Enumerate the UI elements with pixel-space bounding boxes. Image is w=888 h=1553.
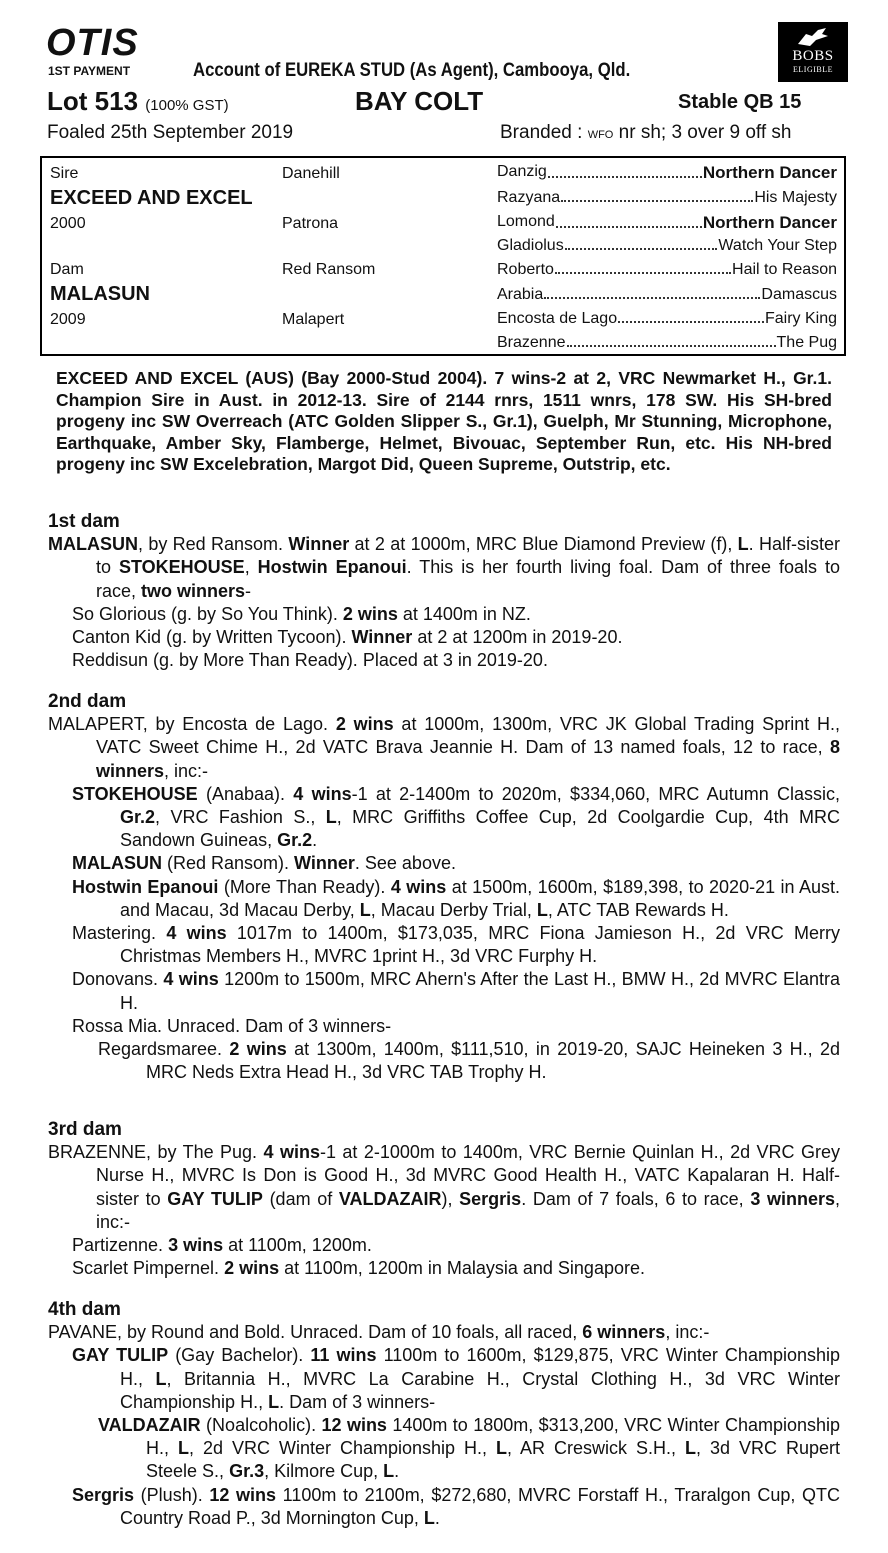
account-line: Account of EUREKA STUD (As Agent), Cambooya, Qld. <box>193 60 631 81</box>
sire-summary: EXCEED AND EXCEL (AUS) (Bay 2000-Stud 2004). 7 wins-2 at 2, VRC Newmarket H., Gr.1. Champion Sire in Aust. in 2012-13. Sire of 2144 rnrs, 1511 wnrs, 178 SW. His SH-bred progeny inc SW Overreach (ATC Golden Slipper S., Gr.1), Guelph, Mr Stunning, Microphone, Earthquake, Amber Sky, Flamberge, Helmet, Bivouac, September Run, etc. His NH-bred progeny inc SW Excelebration, Margot Did, Queen Supreme, Outstrip, etc. <box>56 368 832 474</box>
pedigree-ancestor: Encosta de Lago Fairy King <box>497 310 837 327</box>
second-dam-section: 2nd dam MALAPERT, by Encosta de Lago. 2 wins at 1000m, 1300m, VRC JK Global Trading Sprint H., VATC Sweet Chime H., 2d VATC Brava Jeannie H. Dam of 13 named foals, 12 to race, 8 winners, inc:- STOKEHOUSE (Anabaa). 4 wins-1 at 2-1400m to 2020m, $334,060, MRC Autumn Classic, Gr.2, VRC Fashion S., L, MRC Griffiths Coffee Cup, 2d Coolgardie Cup, 4th MRC Sandown Guineas, Gr.2. MALASUN (Red Ransom). Winner. See above. Hostwin Epanoui (More Than Ready). 4 wins at 1500m, 1600m, $189,398, to 2020-21 in Aust. and Macau, 3d Macau Derby, L, Macau Derby Trial, L, ATC TAB Rewards H. Mastering. 4 wins 1017m to 1400m, $173,035, MRC Fiona Jamieson H., 2d VRC Merry Christmas Members H., MVRC 1print H., 3d VRC Furphy H. Donovans. 4 wins 1200m to 1500m, MRC Ahern's After the Last H., BMW H., 2d MVRC Elantra H. Rossa Mia. Unraced. Dam of 3 winners- Regardsmaree. 2 wins at 1300m, 1400m, $111,510, in 2019-20, SAJC Heineken 3 H., 2d MRC Neds Extra Head H., 3d VRC TAB Trophy H. <box>48 691 841 1083</box>
first-dam-section: 1st dam MALASUN, by Red Ransom. Winner at 2 at 1000m, MRC Blue Diamond Preview (f), L. Half-sister to STOKEHOUSE, Hostwin Epanoui. This is her fourth living foal. Dam of three foals to race, two winners- So Glorious (g. by So You Think). 2 wins at 1400m in NZ. Canton Kid (g. by Written Tycoon). Winner at 2 at 1200m in 2019-20. Reddisun (g. by More Than Ready). Placed at 3 in 2019-20. <box>48 511 840 671</box>
pedigree-ancestor: Lomond Northern Dancer <box>497 213 837 232</box>
pedigree-ancestor: Razyana His Majesty <box>497 189 837 206</box>
pedigree-ancestor: Danzig Northern Dancer <box>497 163 837 182</box>
pedigree-table: Sire EXCEED AND EXCEL 2000 Dam MALASUN 2009 Danehill Patrona Red Ransom Malapert Danzig Northern Dancer Razyana His Majesty Lomond Northern Dancer Gladiolus Watch Your Step Roberto Hail to Reason Arabia Damascus Encosta de Lago Fairy King Brazenne The Pug <box>40 156 846 356</box>
fourth-dam-section: 4th dam PAVANE, by Round and Bold. Unraced. Dam of 10 foals, all raced, 6 winners, inc:- GAY TULIP (Gay Bachelor). 11 wins 1100m to 1600m, $129,875, VRC Winter Championship H., L, Britannia H., MVRC La Carabine H., Crystal Clothing H., 3d VRC Winter Championship H., L. Dam of 3 winners- VALDAZAIR (Noalcoholic). 12 wins 1400m to 1800m, $313,200, VRC Winter Championship H., L, 2d VRC Winter Championship H., L, AR Creswick S.H., L, 3d VRC Rupert Steele S., Gr.3, Kilmore Cup, L. Sergris (Plush). 12 wins 1100m to 2100m, $272,680, MVRC Forstaff H., Traralgon Cup, QTC Country Road P., 3d Mornington Cup, L. <box>48 1299 841 1528</box>
pedigree-ancestor: Gladiolus Watch Your Step <box>497 237 837 254</box>
pedigree-ancestor: Roberto Hail to Reason <box>497 261 837 278</box>
bobs-eligible-logo: BOBS ELIGIBLE <box>778 22 848 82</box>
otis-logo: OTIS <box>46 22 139 64</box>
horse-icon <box>796 26 830 48</box>
pedigree-ancestor: Arabia Damascus <box>497 286 837 303</box>
third-dam-section: 3rd dam BRAZENNE, by The Pug. 4 wins-1 at 2-1000m to 1400m, VRC Bernie Quinlan H., 2d VRC Grey Nurse H., MVRC Is Don is Good H., 3d MVRC Good Health H., VATC Kapalaran H. Half-sister to GAY TULIP (dam of VALDAZAIR), Sergris. Dam of 7 foals, 6 to race, 3 winners, inc:- Partizenne. 3 wins at 1100m, 1200m. Scarlet Pimpernel. 2 wins at 1100m, 1200m in Malaysia and Singapore. <box>48 1119 840 1279</box>
stable-number: Stable QB 15 <box>678 91 802 113</box>
branding: Branded : WFO nr sh; 3 over 9 off sh <box>500 122 792 143</box>
lot-number: Lot 513 (100% GST) <box>47 86 229 116</box>
foaled-date: Foaled 25th September 2019 <box>47 122 294 143</box>
sire-name: EXCEED AND EXCEL <box>50 187 253 209</box>
horse-description: BAY COLT <box>355 86 484 116</box>
pedigree-ancestor: Brazenne The Pug <box>497 334 837 351</box>
first-payment-label: 1ST PAYMENT <box>48 64 131 78</box>
dam-name: MALASUN <box>50 283 150 305</box>
brand-mark: WFO <box>587 129 614 141</box>
